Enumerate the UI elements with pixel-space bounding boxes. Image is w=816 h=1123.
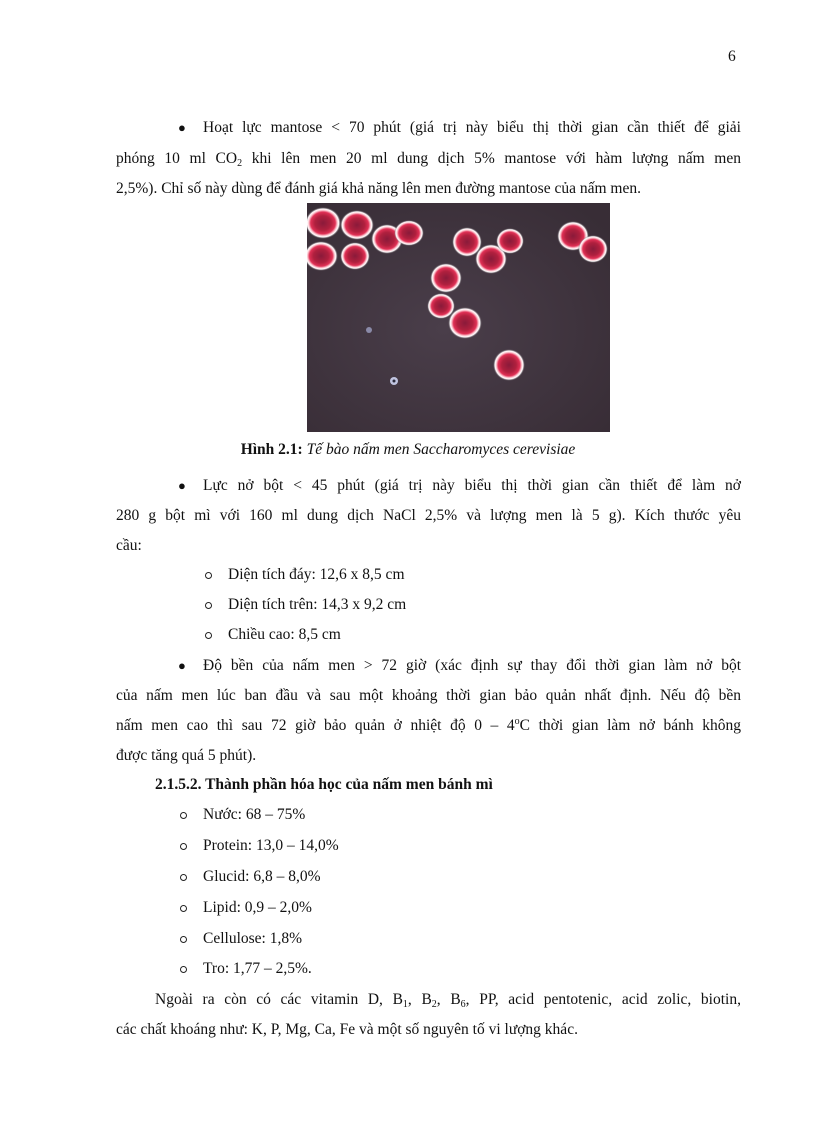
circle-bullet-icon <box>180 905 187 912</box>
size-item: Diện tích trên: 14,3 x 9,2 cm <box>228 596 407 613</box>
para2-line3: cầu: <box>116 537 142 554</box>
para1-line1: Hoạt lực mantose < 70 phút (giá trị này biểu thị thời gian cần thiết để giải <box>203 119 741 136</box>
para2-line2: 280 g bột mì với 160 ml dung dịch NaCl 2,5% và lượng men là 5 g). Kích thước yêu <box>116 507 741 524</box>
bullet-icon: ● <box>178 478 186 493</box>
circle-bullet-icon <box>205 572 212 579</box>
para3-line3: nấm men cao thì sau 72 giờ bảo quản ở nhiệt độ 0 – 4$^o$C thời gian làm nở bánh không <box>116 716 741 734</box>
figure-label: Hình 2.1: <box>240 441 303 458</box>
composition-item: Lipid: 0,9 – 2,0% <box>203 899 312 916</box>
para4-line2: các chất khoáng như: K, P, Mg, Ca, Fe và một số nguyên tố vi lượng khác. <box>116 1021 578 1038</box>
para3-line2: của nấm men lúc ban đầu và sau một khoảng thời gian bảo quản nhất định. Nếu độ bền <box>116 687 741 704</box>
figure-caption-text: Tế bào nấm men Saccharomyces cerevisiae <box>306 441 576 458</box>
bullet-icon: ● <box>178 120 186 135</box>
size-item: Diện tích đáy: 12,6 x 8,5 cm <box>228 566 405 583</box>
page-number: 6 <box>728 48 736 65</box>
yeast-cells-image <box>307 203 610 432</box>
para3-line4: được tăng quá 5 phút). <box>116 747 257 764</box>
circle-bullet-icon <box>180 812 187 819</box>
composition-item: Nước: 68 – 75% <box>203 806 306 823</box>
composition-item: Glucid: 6,8 – 8,0% <box>203 868 321 885</box>
figure-caption <box>0 441 816 459</box>
circle-bullet-icon <box>180 966 187 973</box>
circle-bullet-icon <box>180 843 187 850</box>
para1-line3: 2,5%). Chỉ số này dùng để đánh giá khả năng lên men đường mantose của nấm men. <box>116 180 641 197</box>
bullet-icon: ● <box>178 658 186 673</box>
circle-bullet-icon <box>180 874 187 881</box>
para3-line1: Độ bền của nấm men > 72 giờ (xác định sự thay đổi thời gian làm nở bột <box>203 657 741 674</box>
para1-line2: phóng 10 ml $CO_2$ khi lên men 20 ml dung dịch 5% mantose với hàm lượng nấm men <box>116 150 741 169</box>
composition-item: Protein: 13,0 – 14,0% <box>203 837 339 854</box>
yeast-micrograph <box>307 203 610 432</box>
circle-bullet-icon <box>205 602 212 609</box>
circle-bullet-icon <box>205 632 212 639</box>
composition-item: Tro: 1,77 – 2,5%. <box>203 960 312 977</box>
para2-line1: Lực nở bột < 45 phút (giá trị này biểu thị thời gian cần thiết để làm nở <box>203 477 741 494</box>
composition-item: Cellulose: 1,8% <box>203 930 303 947</box>
circle-bullet-icon <box>180 936 187 943</box>
section-heading: 2.1.5.2. Thành phần hóa học của nấm men bánh mì <box>155 776 493 793</box>
para4-line1: Ngoài ra còn có các vitamin D, $B_1$, $B_2$, $B_6$, PP, acid pentotenic, acid zolic, biotin, <box>155 991 741 1010</box>
size-item: Chiều cao: 8,5 cm <box>228 626 341 643</box>
